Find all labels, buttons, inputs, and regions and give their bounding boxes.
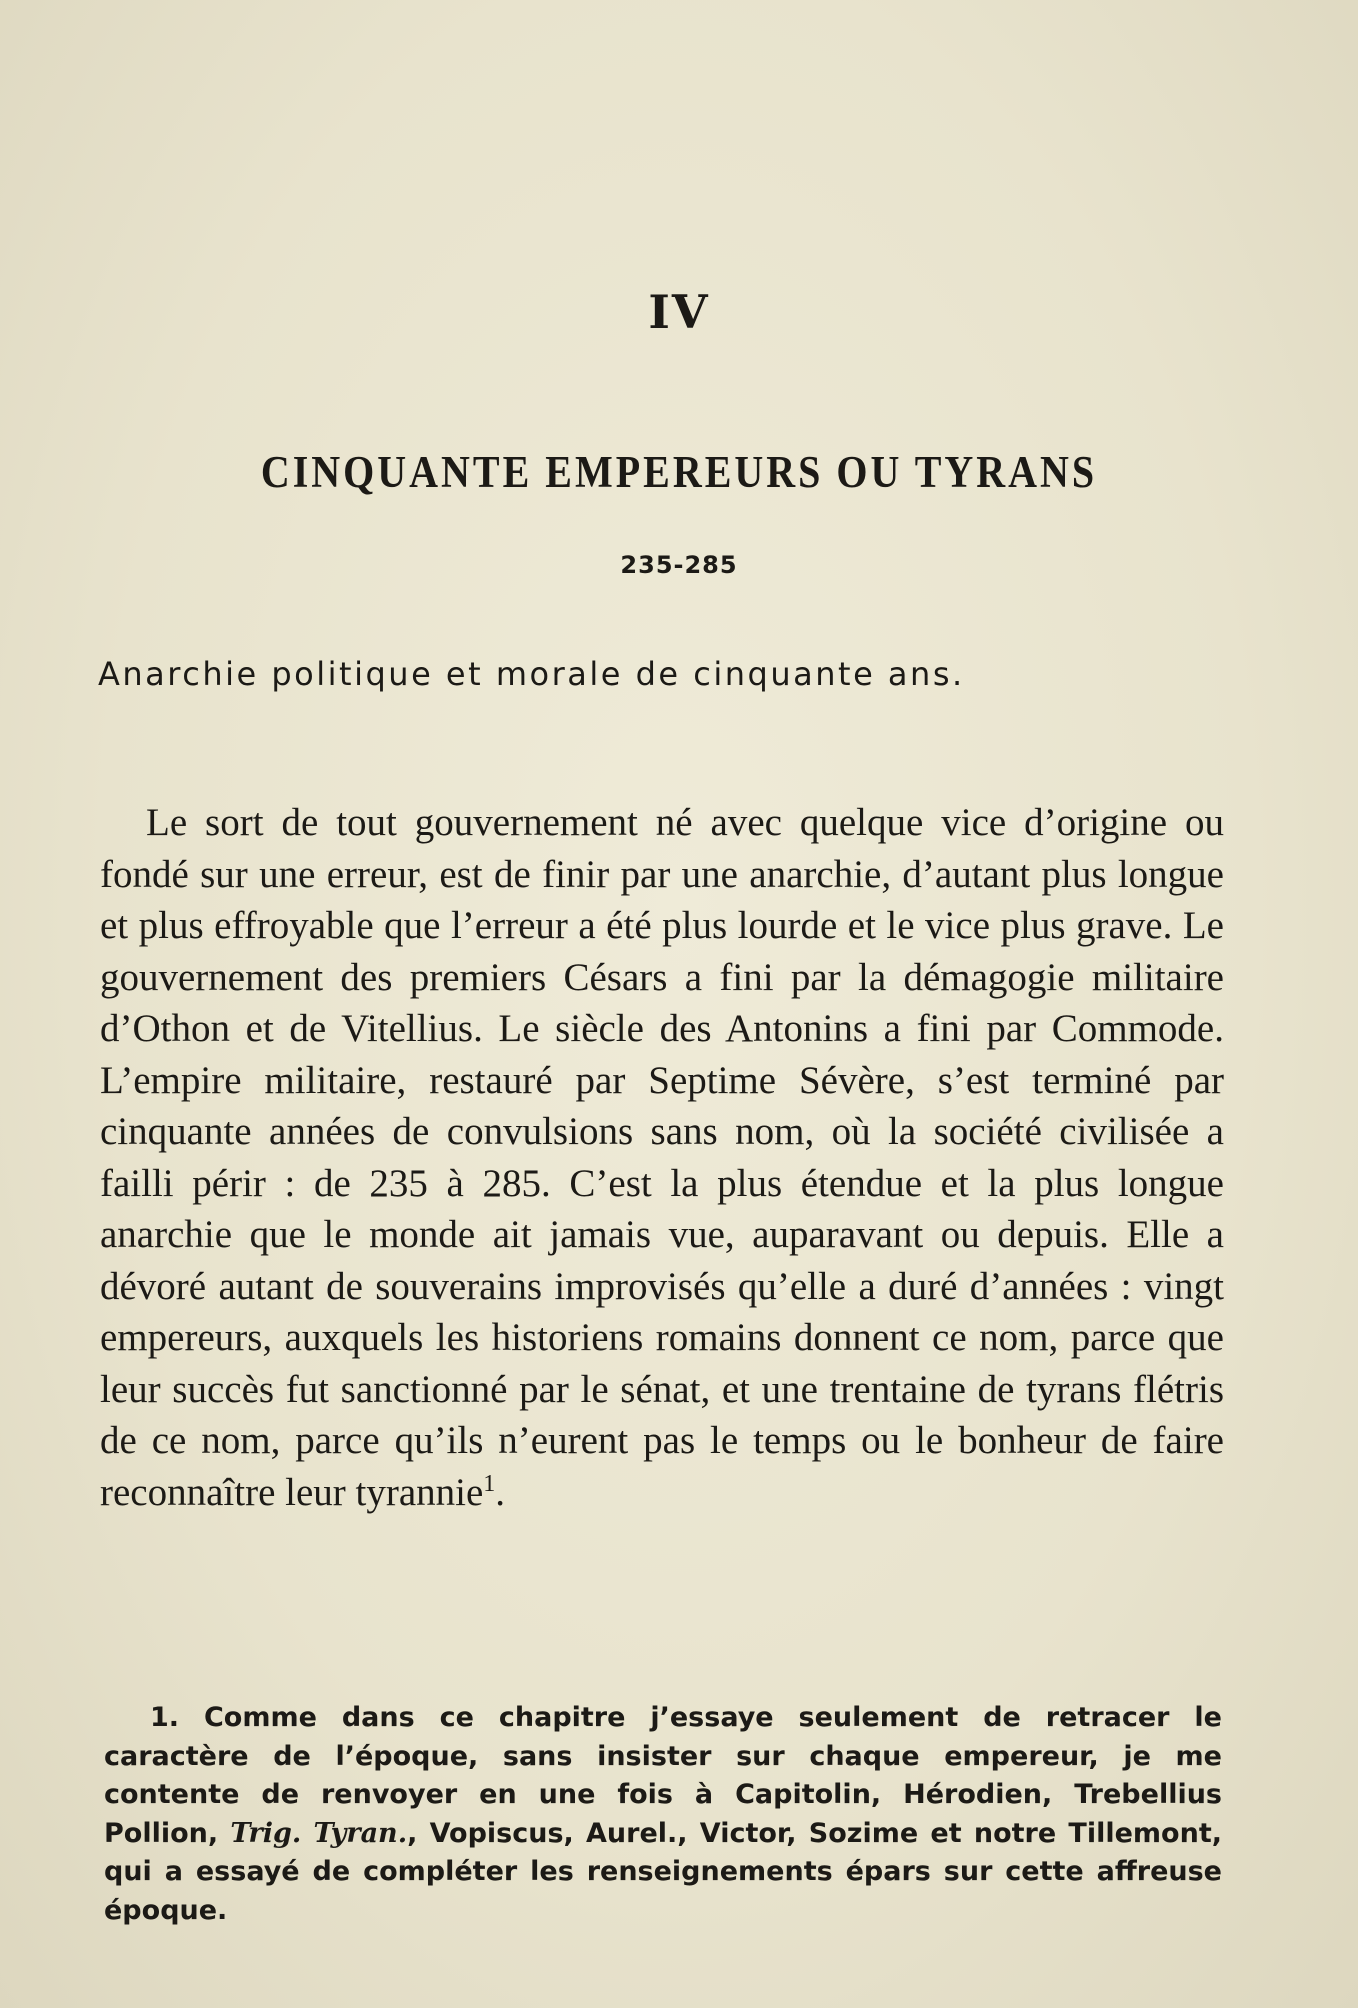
footnote-reference: 1 xyxy=(483,1470,496,1497)
footnote-marker: 1. xyxy=(150,1702,180,1733)
footnote-text: Comme dans ce chapitre j’essaye seulement de retracer le caractère de l’époque, sans insister sur chaque empereur, je me contente de renvoyer en une fois à Capitolin, Hérodien, Trebellius Pollion, xyxy=(104,1702,1222,1849)
chapter-subtitle: Anarchie politique et morale de cinquante ans. xyxy=(98,655,965,693)
footnote-text-end: , Vopiscus, Aurel., Victor, Sozime et notre Tillemont, qui a essayé de compléter les renseignements épars sur cette affreuse époque. xyxy=(104,1817,1222,1926)
footnote-italic-citation: Trig. Tyran. xyxy=(230,1817,408,1849)
chapter-title: CINQUANTE EMPEREURS OU TYRANS xyxy=(260,445,1098,498)
chapter-dates: 235-285 xyxy=(620,551,738,579)
body-paragraph xyxy=(100,797,1224,1518)
chapter-number: IV xyxy=(648,285,710,339)
footnote xyxy=(104,1699,1222,1930)
body-paragraph-end: . xyxy=(495,1470,506,1514)
body-paragraph-text: Le sort de tout gouvernement né avec quelque vice d’origine ou fondé sur une erreur, est de finir par une anarchie, d’autant plus longue et plus effroyable que l’erreur a été plus lourde et le vice plus grave. Le gouvernement des premiers Césars a fini par la démagogie militaire d’Othon et de Vitellius. Le siècle des Antonins a fini par Commode. L’empire militaire, restauré par Septime Sévère, s’est terminé par cinquante années de convulsions sans nom, où la société civilisée a failli périr : de 235 à 285. C’est la plus étendue et la plus longue anarchie que le monde ait jamais vue, auparavant ou depuis. Elle a dévoré autant de souverains improvisés qu’elle a duré d’années : vingt empereurs, auxquels les historiens romains donnent ce nom, parce que leur succès fut sanctionné par le sénat, et une trentaine de tyrans flétris de ce nom, parce qu’ils n’eurent pas le temps ou le bonheur de faire reconnaître leur tyrannie xyxy=(100,801,1224,1514)
